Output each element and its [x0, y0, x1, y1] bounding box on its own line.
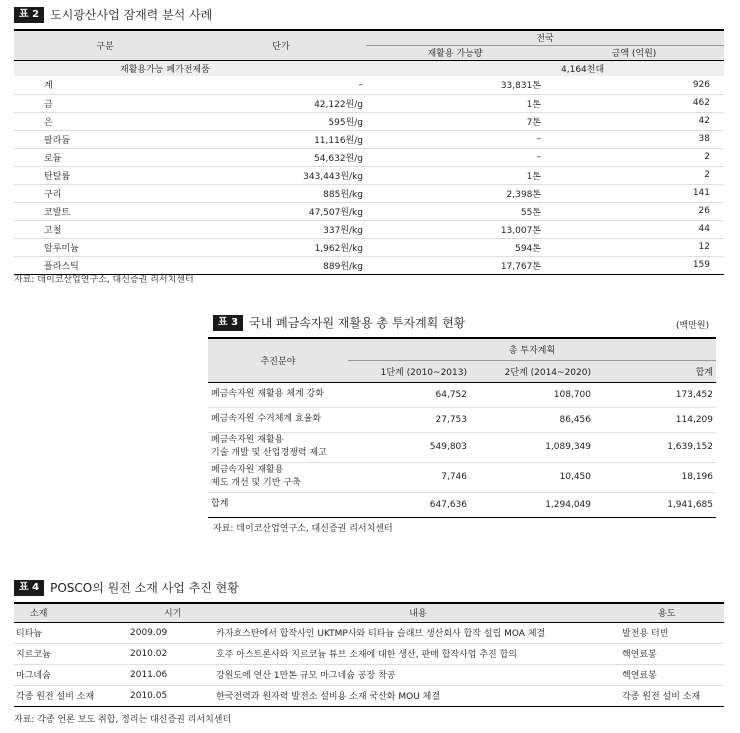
t3-row — [208, 407, 716, 432]
t2-cell-qty: 2,398톤 — [506, 189, 541, 200]
t3-field-line2: 기술 개발 및 산업경쟁력 제고 — [211, 448, 327, 458]
table3-title — [213, 314, 465, 331]
t3-cell-sum: 1,639,152 — [667, 442, 713, 452]
t2-cell-name: 금 — [44, 99, 53, 110]
t4-header-content: 내용 — [409, 609, 427, 620]
t2-row — [14, 202, 724, 220]
table3-source: 자료: 데이코산업연구소, 대신증권 리서치센터 — [213, 524, 393, 534]
t3-row — [208, 432, 716, 462]
t3-field-line1: 폐금속자원 재활용 체계 강화 — [211, 389, 324, 399]
t4-cell-material: 마그네슘 — [16, 671, 51, 681]
t4-row — [14, 664, 724, 685]
t3-field-line1: 폐금속자원 재활용 — [211, 435, 284, 445]
t2-cell-price: 1,962원/kg — [314, 243, 363, 254]
t2-cell-price: 42,122원/g — [314, 99, 363, 110]
t2-cell-amount: 141 — [692, 188, 710, 198]
t2-header-item: 구분 — [96, 41, 114, 52]
t2-cell-price: – — [358, 79, 363, 90]
table2-title — [14, 6, 212, 23]
t2-cell-price: 54,632원/g — [314, 153, 363, 164]
t2-header-amount: 금액 (억원) — [611, 49, 657, 59]
t2-row — [14, 94, 724, 112]
t3-cell-stage1: 64,752 — [435, 389, 467, 400]
t4-cell-use: 발전용 터빈 — [622, 629, 669, 639]
table2-tag: 표 2 — [14, 7, 44, 23]
t2-cell-qty: 33,831톤 — [500, 81, 541, 92]
t2-cell-qty: – — [536, 152, 541, 162]
t3-row — [208, 382, 716, 407]
t4-cell-content: 강원도에 연산 1만톤 규모 마그네슘 공장 착공 — [216, 671, 396, 681]
t2-header-qty: 재활용 가능량 — [427, 49, 483, 59]
t4-cell-content: 카자흐스탄에서 합작사인 UKTMP사와 티타늄 슬래브 생산회사 합작 설립 MOA 체결 — [216, 629, 546, 639]
t3-cell-field — [208, 407, 348, 432]
t2-cell-name: 구리 — [44, 189, 62, 200]
t2-row — [14, 166, 724, 184]
t2-cell-qty: 594톤 — [515, 243, 541, 254]
t2-row — [14, 130, 724, 148]
t3-header-stage1: 1단계 (2010~2013) — [380, 367, 467, 378]
t2-cell-amount: 44 — [698, 224, 710, 234]
t3-cell-stage2: 1,294,049 — [545, 499, 591, 510]
t3-field-line1: 폐금속자원 재활용 — [211, 465, 284, 475]
t2-cell-qty: 1톤 — [526, 99, 541, 110]
t2-cell-name: 팔라듐 — [44, 135, 71, 146]
t3-cell-stage1: 549,803 — [429, 442, 467, 452]
t2-row — [14, 148, 724, 166]
t2-cell-name: 은 — [44, 117, 53, 128]
t2-cell-qty: – — [536, 134, 541, 144]
t4-cell-material: 티타늄 — [16, 629, 43, 639]
t3-cell-field — [208, 382, 348, 407]
t2-cell-amount: 42 — [698, 116, 710, 126]
t2-cell-amount: 2 — [704, 170, 710, 180]
t4-cell-time: 2009.09 — [130, 627, 168, 638]
t4-cell-material: 각종 원전 설비 소재 — [16, 692, 95, 702]
t2-sub-label: 재활용가능 폐가전제품 — [120, 64, 210, 75]
t2-cell-amount: 159 — [692, 260, 710, 270]
t3-cell-field — [208, 492, 348, 517]
t3-cell-sum: 18,196 — [681, 472, 713, 482]
t2-cell-qty: 7톤 — [526, 117, 541, 128]
t3-cell-stage2: 1,089,349 — [545, 442, 591, 452]
t4-header-use: 용도 — [658, 609, 676, 620]
t2-cell-name: 알루미늄 — [44, 243, 79, 254]
t3-cell-stage2: 86,456 — [559, 414, 591, 425]
t4-cell-time: 2010.02 — [130, 648, 168, 659]
t2-cell-name: 고철 — [44, 225, 62, 236]
t3-cell-field — [208, 462, 348, 492]
t3-cell-stage1: 647,636 — [429, 499, 467, 510]
t3-cell-field — [208, 432, 348, 462]
t2-row — [14, 76, 724, 94]
table3-title-text: 국내 폐금속자원 재활용 총 투자계획 현황 — [249, 316, 466, 330]
table3-unit: (백만원) — [676, 321, 710, 331]
t4-cell-time: 2011.06 — [130, 669, 168, 680]
t3-header-stage2: 2단계 (2014~2020) — [504, 367, 591, 378]
t2-row — [14, 220, 724, 238]
table4-title — [14, 579, 239, 596]
t4-cell-use: 각종 원전 설비 소재 — [622, 692, 701, 702]
table4 — [14, 602, 724, 707]
t3-header-field: 추진분야 — [260, 356, 296, 367]
t3-field-line1: 합계 — [211, 499, 229, 509]
t3-row — [208, 462, 716, 492]
t2-cell-price: 889원/kg — [323, 261, 363, 272]
t2-cell-name: 코발트 — [44, 207, 71, 218]
t3-header-total-plan: 총 투자계획 — [348, 338, 716, 360]
t3-cell-sum: 1,941,685 — [667, 499, 713, 510]
t4-cell-content: 한국전력과 원자력 발전소 설비용 소재 국산화 MOU 체결 — [216, 692, 441, 702]
table3 — [208, 337, 716, 518]
table4-title-text: POSCO의 원전 소재 사업 추진 현황 — [50, 581, 239, 595]
table2-title-text: 도시광산사업 잠재력 분석 사례 — [50, 8, 213, 22]
t2-cell-amount: 926 — [692, 79, 710, 90]
t2-cell-qty: 1톤 — [526, 171, 541, 182]
t2-cell-qty: 55톤 — [520, 207, 541, 218]
t2-cell-price: 337원/kg — [323, 225, 363, 236]
t4-cell-use: 핵연료봉 — [622, 671, 657, 681]
t3-cell-stage2: 10,450 — [559, 472, 591, 482]
t2-cell-price: 343,443원/kg — [303, 171, 363, 182]
t4-row — [14, 622, 724, 643]
t2-header-national: 전국 — [366, 30, 724, 45]
table4-source: 자료: 각종 언론 보도 취합, 정리는 대신증권 리서치센터 — [14, 715, 232, 725]
t3-cell-stage1: 7,746 — [441, 472, 467, 482]
t2-cell-price: 885원/kg — [323, 189, 363, 200]
t2-cell-amount: 38 — [698, 134, 710, 144]
t3-field-line2: 제도 개선 및 기반 구축 — [211, 478, 301, 488]
t3-header-sum: 합계 — [695, 367, 713, 378]
t2-sub-value: 4,164천대 — [561, 64, 605, 75]
t4-header-material: 소재 — [30, 609, 48, 620]
t2-cell-amount: 26 — [698, 206, 710, 216]
t3-row — [208, 492, 716, 517]
t2-cell-amount: 2 — [704, 152, 710, 162]
t4-cell-content: 호주 아스트론사와 지르코늄 튜브 소재에 대한 생산, 판매 합작사업 추진 합의 — [216, 650, 517, 660]
t2-row — [14, 238, 724, 256]
t3-cell-stage2: 108,700 — [553, 389, 591, 400]
t2-cell-name: 계 — [44, 81, 53, 92]
table3-tag: 표 3 — [213, 315, 243, 331]
t2-cell-name: 로듐 — [44, 153, 62, 164]
t3-cell-sum: 114,209 — [675, 414, 713, 425]
t2-cell-price: 47,507원/kg — [308, 207, 363, 218]
table2-source: 자료: 데이코산업연구소, 대신증권 리서치센터 — [14, 275, 194, 285]
t2-row — [14, 184, 724, 202]
t4-cell-time: 2010.05 — [130, 690, 168, 701]
t2-cell-name: 플라스틱 — [44, 261, 79, 272]
table4-tag: 표 4 — [14, 580, 44, 596]
t2-cell-name: 탄탈륨 — [44, 171, 71, 182]
t2-row — [14, 112, 724, 130]
t4-row — [14, 685, 724, 706]
t4-row — [14, 643, 724, 664]
t2-cell-qty: 13,007톤 — [500, 225, 541, 236]
table2 — [14, 29, 724, 275]
t2-cell-price: 11,116원/g — [314, 135, 363, 146]
t4-cell-use: 핵연료봉 — [622, 650, 657, 660]
t3-field-line1: 폐금속자원 수거체계 효율화 — [211, 414, 322, 424]
t2-header-price: 단가 — [272, 41, 290, 52]
t4-cell-material: 지르코늄 — [16, 650, 51, 660]
t3-cell-stage1: 27,753 — [435, 414, 467, 425]
t3-cell-sum: 173,452 — [675, 389, 713, 400]
t2-cell-amount: 12 — [698, 242, 710, 252]
t4-header-time: 시기 — [164, 609, 182, 620]
t2-cell-amount: 462 — [692, 98, 710, 108]
t2-cell-price: 595원/g — [328, 117, 363, 128]
t2-cell-qty: 17,767톤 — [500, 261, 541, 272]
